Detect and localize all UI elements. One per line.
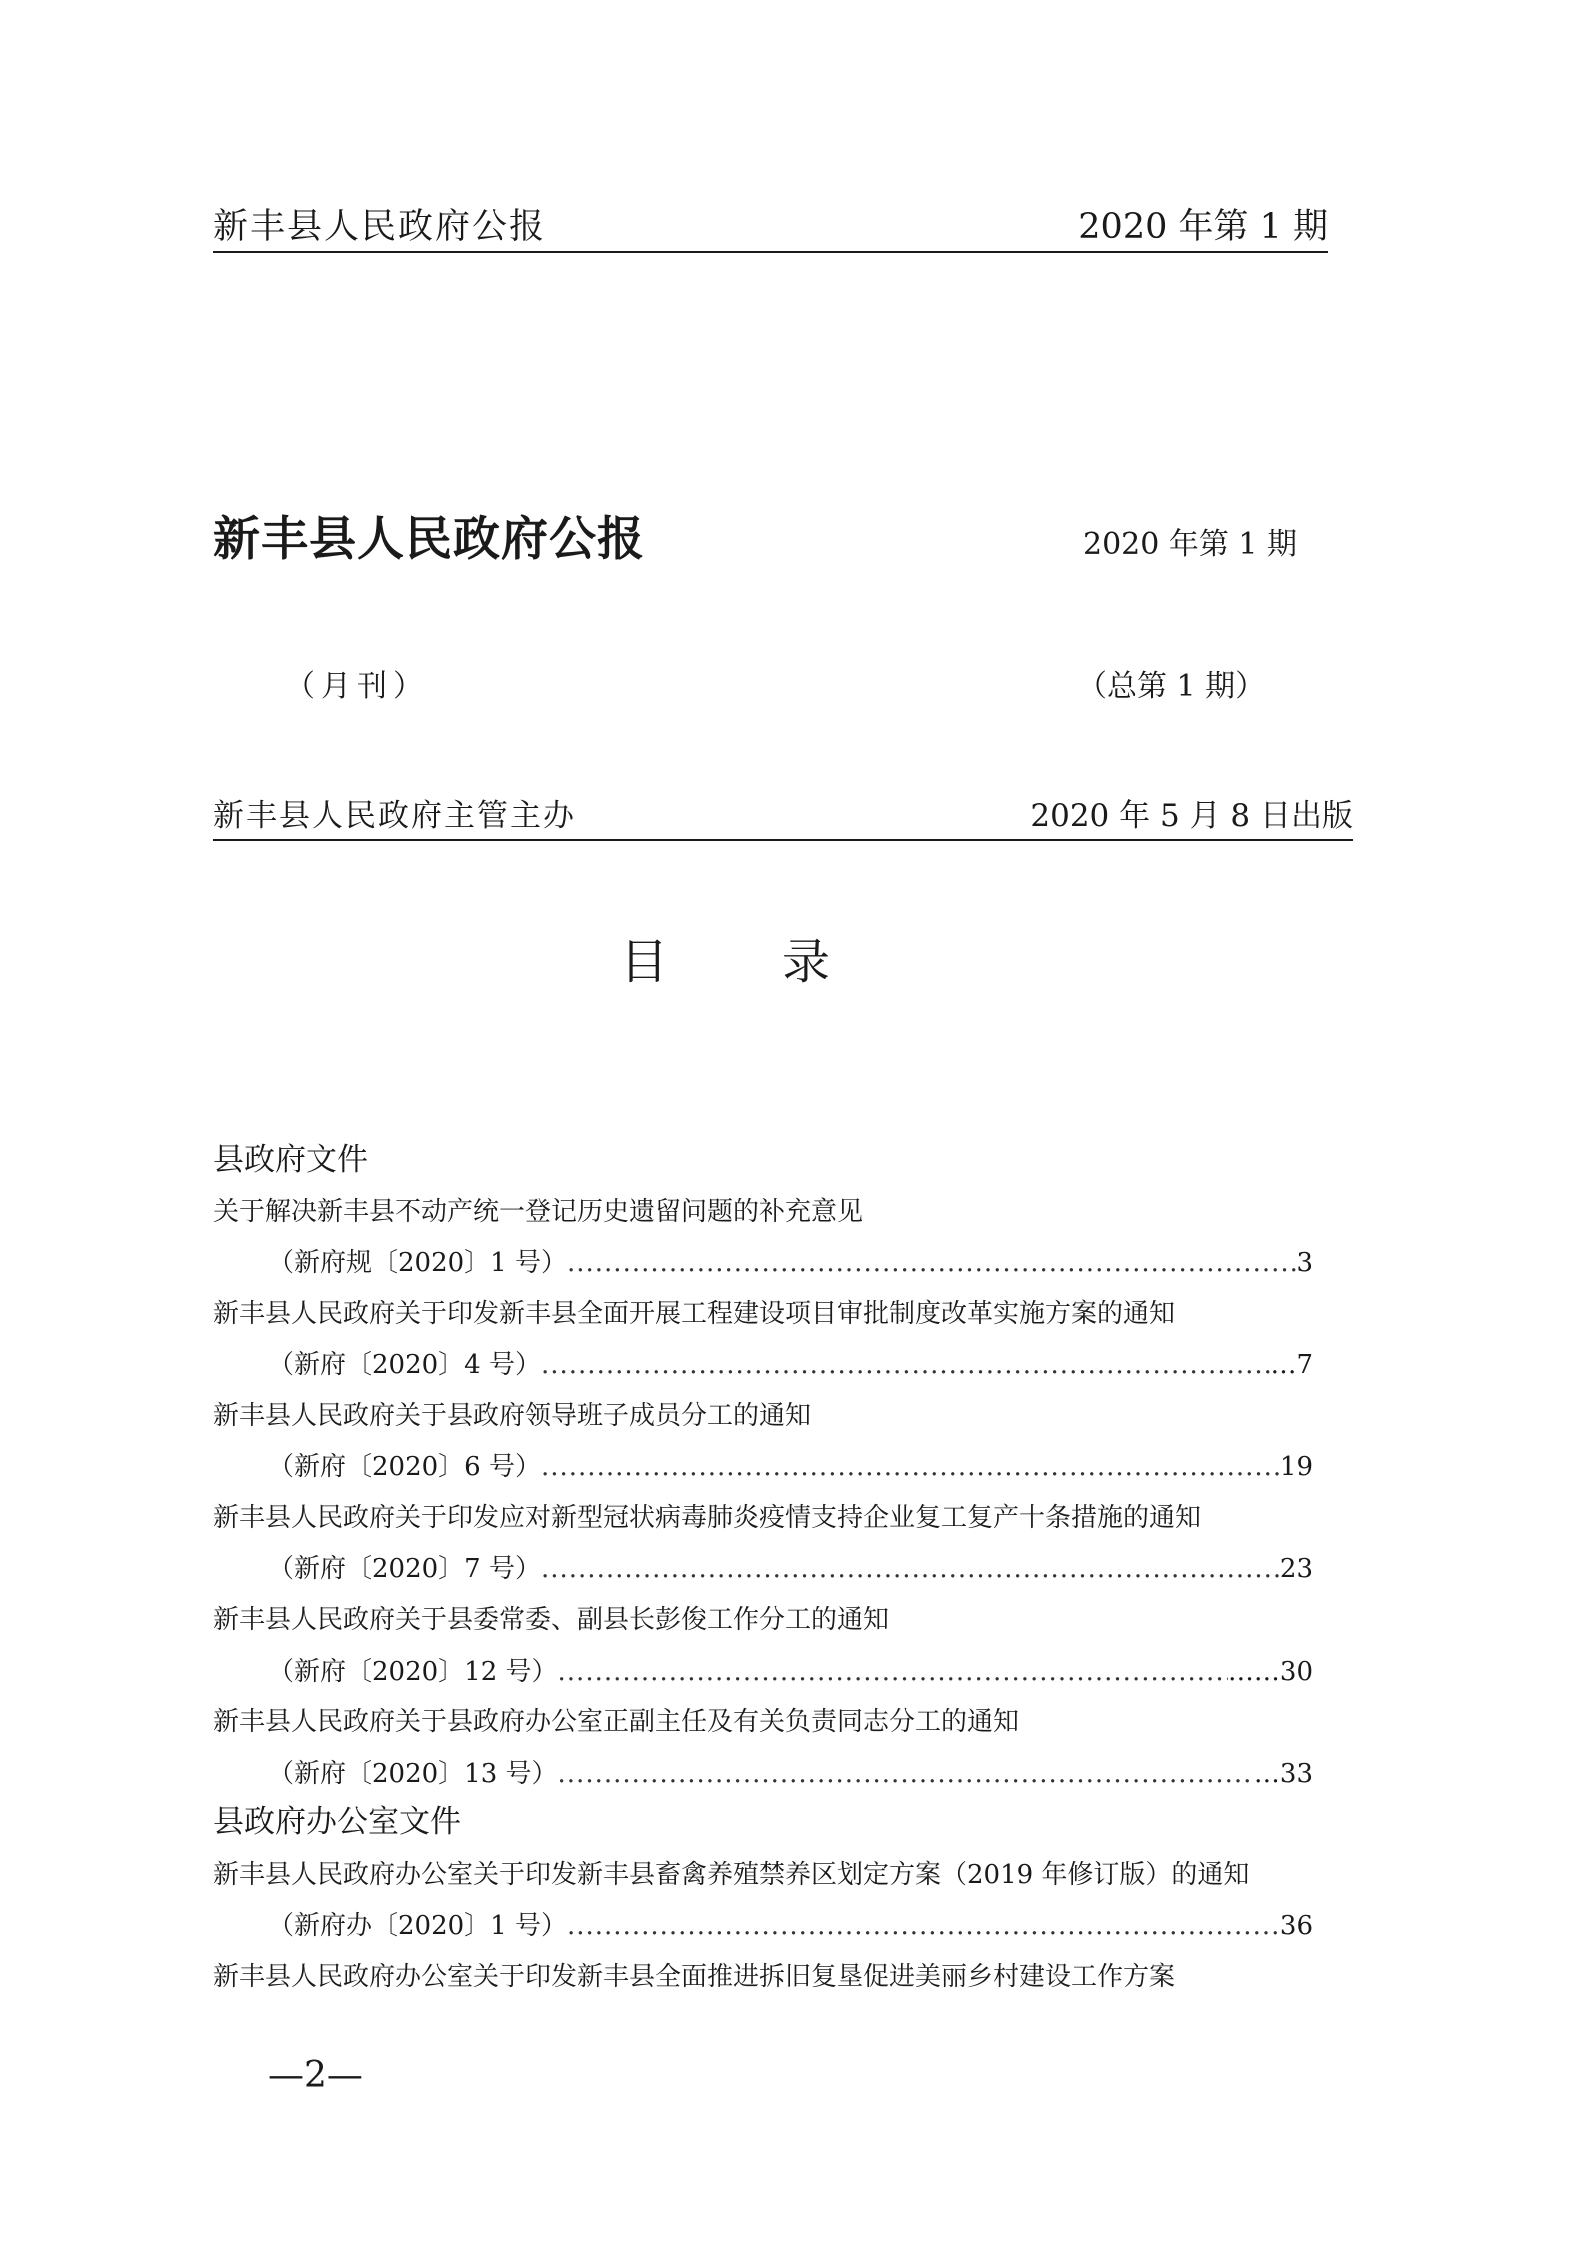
toc-entry-line[interactable] <box>268 1447 1313 1487</box>
toc-entry-page: 36 <box>1279 1911 1313 1941</box>
masthead-frequency: （月刊） <box>285 669 429 704</box>
toc-heading <box>620 930 830 994</box>
toc-entry-title[interactable]: 新丰县人民政府关于印发新丰县全面开展工程建设项目审批制度改革实施方案的通知 <box>213 1299 1176 1329</box>
toc-heading-char: 目 <box>620 934 669 990</box>
toc-entry-title[interactable]: 新丰县人民政府关于县政府领导班子成员分工的通知 <box>213 1401 812 1431</box>
toc-entry-title[interactable]: 新丰县人民政府关于县政府办公室正副主任及有关负责同志分工的通知 <box>213 1707 1020 1737</box>
dot-leader <box>558 1754 1254 1794</box>
running-header-issue: 2020 年第 1 期 <box>1078 207 1328 247</box>
toc-entry-page: 23 <box>1279 1554 1313 1584</box>
page-number: —2— <box>268 2055 363 2096</box>
toc-entry-title[interactable]: 新丰县人民政府关于印发应对新型冠状病毒肺炎疫情支持企业复工复产十条措施的通知 <box>213 1503 1202 1533</box>
toc-entry-doc-number: （新府规〔2020〕1 号） <box>268 1248 567 1278</box>
toc-entry-doc-number: （新府〔2020〕12 号） <box>268 1657 558 1687</box>
toc-entry-doc-number: （新府〔2020〕7 号） <box>268 1554 541 1584</box>
publisher-line <box>213 793 1353 841</box>
toc-entry-doc-number: （新府〔2020〕6 号） <box>268 1452 541 1482</box>
toc-section-title: 县政府办公室文件 <box>213 1804 461 1840</box>
toc-entry-doc-number: （新府〔2020〕4 号） <box>268 1350 541 1380</box>
toc-entry-line[interactable] <box>268 1652 1313 1692</box>
dot-leader <box>541 1345 1270 1385</box>
toc-entry-line[interactable] <box>268 1906 1313 1946</box>
toc-entry-doc-number: （新府〔2020〕13 号） <box>268 1759 558 1789</box>
toc-entry-line[interactable] <box>268 1243 1313 1283</box>
running-header-title: 新丰县人民政府公报 <box>213 207 547 247</box>
masthead-issue: 2020 年第 1 期 <box>1083 527 1298 562</box>
toc-entry-doc-number: （新府办〔2020〕1 号） <box>268 1911 567 1941</box>
dot-leader <box>541 1447 1280 1487</box>
masthead-total-issue: （总第 1 期） <box>1077 669 1266 704</box>
dot-leader <box>567 1243 1296 1283</box>
toc-heading-char: 录 <box>781 934 830 990</box>
toc-entry-page: 19 <box>1279 1452 1313 1482</box>
publisher: 新丰县人民政府主管主办 <box>213 798 576 834</box>
toc-entry-title[interactable]: 关于解决新丰县不动产统一登记历史遗留问题的补充意见 <box>213 1197 864 1227</box>
toc-entry-title[interactable]: 新丰县人民政府办公室关于印发新丰县畜禽养殖禁养区划定方案（2019 年修订版）的通知 <box>213 1860 1250 1890</box>
toc-entry-line[interactable] <box>268 1345 1313 1385</box>
toc-entry-title[interactable]: 新丰县人民政府办公室关于印发新丰县全面推进拆旧复垦促进美丽乡村建设工作方案 <box>213 1962 1176 1992</box>
toc-section-title: 县政府文件 <box>213 1142 368 1178</box>
running-header <box>213 203 1328 253</box>
dot-leader <box>567 1906 1280 1946</box>
dot-leader <box>558 1652 1228 1692</box>
toc-entry-line[interactable] <box>268 1549 1313 1589</box>
toc-entry-page: 3 <box>1296 1248 1313 1278</box>
masthead-title: 新丰县人民政府公报 <box>213 512 645 567</box>
dot-leader <box>541 1549 1280 1589</box>
toc-entry-page: …33 <box>1253 1759 1313 1789</box>
toc-entry-title[interactable]: 新丰县人民政府关于县委常委、副县长彭俊工作分工的通知 <box>213 1605 890 1635</box>
toc-entry-page: …7 <box>1270 1350 1313 1380</box>
publish-date: 2020 年 5 月 8 日出版 <box>1030 798 1353 834</box>
toc-entry-line[interactable] <box>268 1754 1313 1794</box>
toc-entry-page: ……30 <box>1227 1657 1313 1687</box>
